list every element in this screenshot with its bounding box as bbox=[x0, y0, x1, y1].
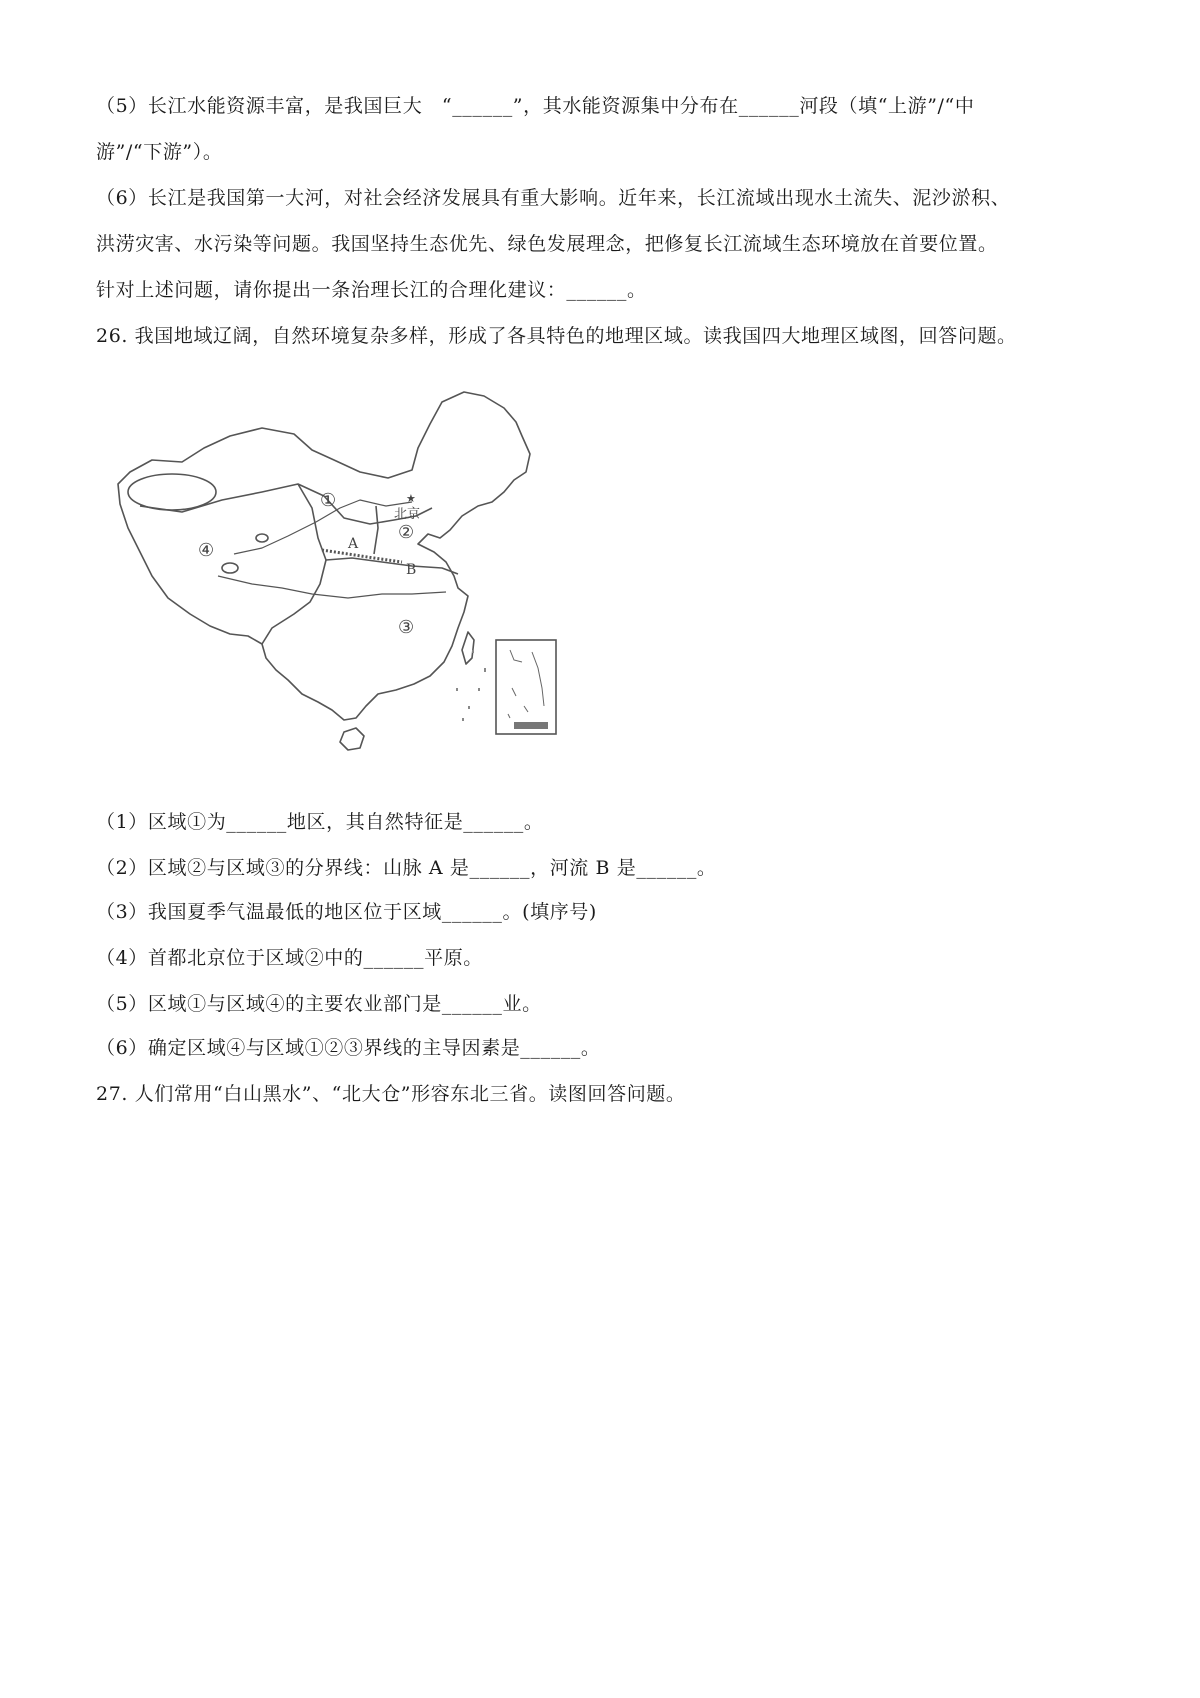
region-1-label: ① bbox=[320, 490, 337, 511]
q26-sub3: （3）我国夏季气温最低的地区位于区域______。(填序号) bbox=[96, 901, 597, 923]
inset-scale-bar bbox=[514, 722, 548, 729]
qinling-mountains-line bbox=[322, 550, 402, 562]
q26-sub4: （4）首都北京位于区域②中的______平原。 bbox=[96, 947, 483, 969]
lake-mark bbox=[256, 534, 268, 542]
q26-sub1: （1）区域①为______地区，其自然特征是______。 bbox=[96, 811, 544, 833]
q25-part5-line1: （5）长江水能资源丰富，是我国巨大 “______”，其水能资源集中分布在______河段（填“上游”/“中 bbox=[96, 95, 975, 117]
yangtze-river bbox=[218, 576, 446, 598]
q26-sub5: （5）区域①与区域④的主要农业部门是______业。 bbox=[96, 993, 542, 1015]
boundary-region2 bbox=[374, 506, 378, 554]
lake-mark bbox=[222, 563, 238, 573]
q25-part6-line1: （6）长江是我国第一大河，对社会经济发展具有重大影响。近年来，长江流域出现水土流失、泥沙淤积、 bbox=[96, 187, 1011, 209]
q25-part6-line3: 针对上述问题，请你提出一条治理长江的合理化建议：______。 bbox=[96, 279, 647, 301]
star-icon: ★ bbox=[406, 492, 416, 505]
q26-sub2: （2）区域②与区域③的分界线：山脉 A 是______，河流 B 是______。 bbox=[96, 857, 717, 879]
q25-part6-line2: 洪涝灾害、水污染等问题。我国坚持生态优先、绿色发展理念，把修复长江流域生态环境放在首要位置。 bbox=[96, 233, 998, 255]
boundary-region3 bbox=[326, 558, 458, 574]
china-regions-map bbox=[112, 388, 622, 798]
taiwan-island bbox=[462, 632, 474, 664]
region-2-label: ② bbox=[398, 522, 415, 543]
mountain-a-label: A bbox=[348, 536, 359, 552]
q25-part5-line2: 游”/“下游”）。 bbox=[96, 141, 223, 163]
capital-label: 北京 bbox=[394, 507, 421, 522]
river-b-label: B bbox=[406, 562, 417, 578]
tarim-basin bbox=[128, 474, 216, 510]
south-china-sea-inset bbox=[496, 640, 556, 734]
hainan-island bbox=[340, 728, 364, 750]
q26-sub6: （6）确定区域④与区域①②③界线的主导因素是______。 bbox=[96, 1037, 601, 1059]
region-4-label: ④ bbox=[198, 540, 215, 561]
map-figure bbox=[112, 388, 622, 798]
q27-stem: 27. 人们常用“白山黑水”、“北大仓”形容东北三省。读图回答问题。 bbox=[96, 1083, 686, 1105]
q26-stem: 26. 我国地域辽阔，自然环境复杂多样，形成了各具特色的地理区域。读我国四大地理区域图，回答问题。 bbox=[96, 325, 1017, 347]
region-3-label: ③ bbox=[398, 617, 415, 638]
